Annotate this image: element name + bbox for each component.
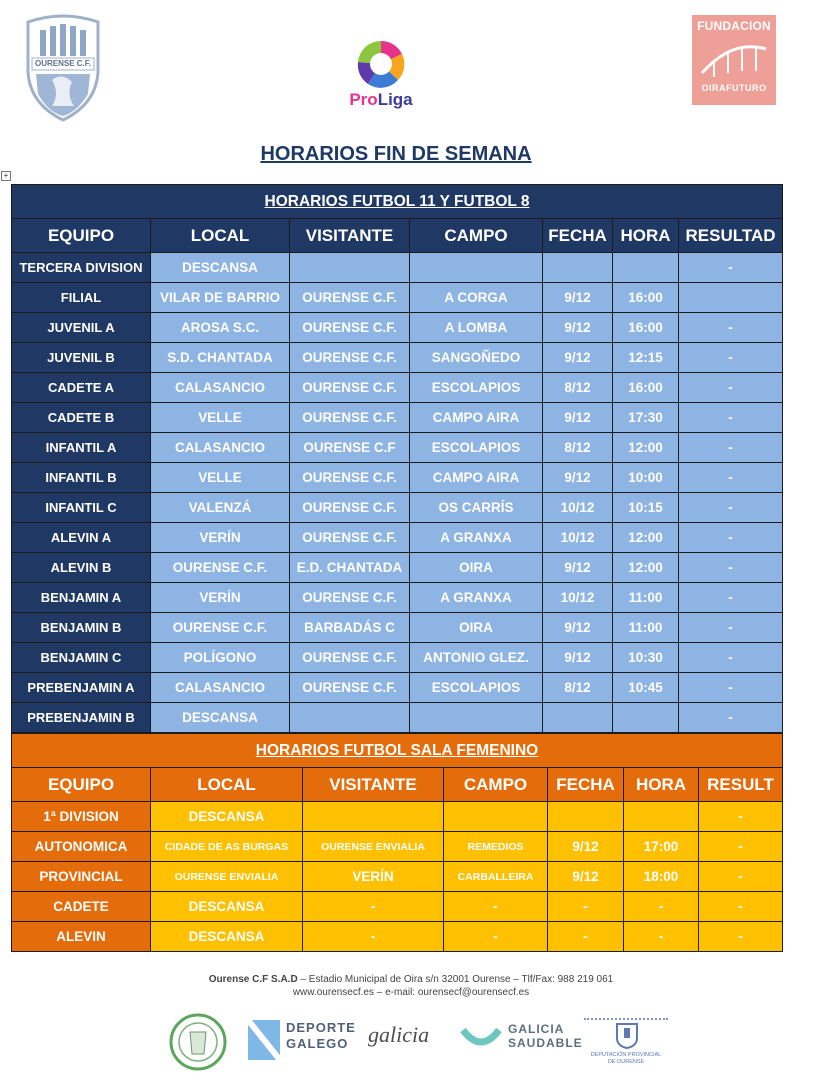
ourense-cf-crest-logo: [22, 14, 104, 122]
table-cell: DESCANSA: [151, 253, 290, 283]
footer-contact: www.ourensecf.es – e-mail: ourensecf@ourensecf.es: [292, 987, 530, 998]
table-cell: BARBADÁS C: [290, 613, 410, 643]
table-cell: 12:00: [613, 433, 679, 463]
table-row: [12, 922, 783, 952]
table-cell: -: [679, 703, 783, 733]
galicia-logo: galicia: [368, 1022, 430, 1047]
table-cell: -: [679, 673, 783, 703]
deporte-galego-logo: DEPORTE GALEGO: [246, 1012, 366, 1072]
table-cell: -: [679, 463, 783, 493]
team-cell: CADETE A: [12, 373, 151, 403]
table-cell: 17:30: [613, 403, 679, 433]
table-cell: ESCOLAPIOS: [410, 373, 543, 403]
column-header-resultad: RESULTAD: [679, 219, 783, 253]
table-cell: CALASANCIO: [151, 673, 290, 703]
table-cell: [679, 283, 783, 313]
column-header-visitante: VISITANTE: [290, 219, 410, 253]
table-cell: [543, 253, 613, 283]
team-cell: JUVENIL B: [12, 343, 151, 373]
column-header-visitante: VISITANTE: [303, 768, 444, 802]
team-cell: ALEVIN B: [12, 553, 151, 583]
table-cell: OURENSE C.F.: [290, 373, 410, 403]
table-cell: OURENSE C.F.: [290, 643, 410, 673]
table-cell: 12:15: [613, 343, 679, 373]
table-cell: [303, 802, 444, 832]
column-header-fecha: FECHA: [548, 768, 624, 802]
column-header-hora: HORA: [613, 219, 679, 253]
table-cell: -: [548, 892, 624, 922]
table-cell: 8/12: [543, 673, 613, 703]
table-row: [12, 463, 783, 493]
table-cell: -: [679, 373, 783, 403]
column-header-local: LOCAL: [151, 768, 303, 802]
table-cell: -: [548, 922, 624, 952]
table-cell: OURENSE C.F.: [290, 313, 410, 343]
table-cell: ESCOLAPIOS: [410, 433, 543, 463]
table-row: [12, 373, 783, 403]
table-cell: -: [679, 313, 783, 343]
galicia-saudable-logo: GALICIA SAUDABLE: [460, 1012, 580, 1072]
column-header-campo: CAMPO: [444, 768, 548, 802]
table-cell: 16:00: [613, 373, 679, 403]
column-header-fecha: FECHA: [543, 219, 613, 253]
table-cell: -: [679, 253, 783, 283]
table-cell: [548, 802, 624, 832]
table-cell: 9/12: [543, 343, 613, 373]
table-cell: -: [699, 892, 783, 922]
table-cell: 9/12: [548, 862, 624, 892]
table-cell: -: [303, 922, 444, 952]
table-cell: 11:00: [613, 613, 679, 643]
table-cell: 8/12: [543, 373, 613, 403]
table-cell: 9/12: [543, 643, 613, 673]
table-cell: OURENSE C.F.: [290, 583, 410, 613]
futsal-women-schedule-table: [11, 733, 783, 952]
table-cell: OURENSE C.F.: [290, 283, 410, 313]
table-cell: 9/12: [543, 283, 613, 313]
table-row: [12, 343, 783, 373]
table-cell: CALASANCIO: [151, 433, 290, 463]
table-cell: CAMPO AIRA: [410, 463, 543, 493]
table-cell: 17:00: [624, 832, 699, 862]
table-cell: 9/12: [548, 832, 624, 862]
table-row: [12, 493, 783, 523]
team-cell: INFANTIL C: [12, 493, 151, 523]
table-cell: -: [679, 433, 783, 463]
team-cell: CADETE B: [12, 403, 151, 433]
fundacion-oira-futuro-logo: FUNDACION OIRAFUTURO: [692, 15, 776, 105]
column-header-equipo: EQUIPO: [12, 768, 151, 802]
table-cell: 9/12: [543, 313, 613, 343]
table-row: [12, 802, 783, 832]
table-cell: E.D. CHANTADA: [290, 553, 410, 583]
table-row: [12, 553, 783, 583]
deputacion-ourense-logo: DEPUTACIÓN PROVINCIAL DE OURENSE: [584, 1012, 668, 1072]
table-row: [12, 643, 783, 673]
table-cell: DESCANSA: [151, 922, 303, 952]
footer-address: Ourense C.F S.A.D – Estadio Municipal de Oira s/n 32001 Ourense – Tlf/Fax: 988 219 061: [208, 974, 614, 985]
table-cell: A GRANXA: [410, 583, 543, 613]
table-cell: -: [699, 802, 783, 832]
table-cell: [613, 703, 679, 733]
table-cell: OURENSE C.F.: [290, 343, 410, 373]
table-cell: DESCANSA: [151, 703, 290, 733]
table-cell: -: [679, 613, 783, 643]
table-cell: SANGOÑEDO: [410, 343, 543, 373]
table-row: [12, 832, 783, 862]
ourense-cf-crest-label: OURENSE C.F.: [34, 59, 91, 68]
team-cell: INFANTIL B: [12, 463, 151, 493]
table-cell: [444, 802, 548, 832]
table-cell: ANTONIO GLEZ.: [410, 643, 543, 673]
table-cell: -: [444, 892, 548, 922]
table-cell: 8/12: [543, 433, 613, 463]
team-cell: 1ª DIVISION: [12, 802, 151, 832]
table-row: [12, 403, 783, 433]
table-cell: 10:00: [613, 463, 679, 493]
table-cell: 9/12: [543, 553, 613, 583]
table-cell: -: [444, 922, 548, 952]
table-cell: OIRA: [410, 613, 543, 643]
table-row: [12, 313, 783, 343]
table-cell: 9/12: [543, 463, 613, 493]
team-cell: FILIAL: [12, 283, 151, 313]
table-cell: VALENZÁ: [151, 493, 290, 523]
team-cell: INFANTIL A: [12, 433, 151, 463]
column-header-equipo: EQUIPO: [12, 219, 151, 253]
column-header-campo: CAMPO: [410, 219, 543, 253]
table-cell: CAMPO AIRA: [410, 403, 543, 433]
table-row: [12, 673, 783, 703]
table-cell: -: [679, 583, 783, 613]
team-cell: PREBENJAMIN A: [12, 673, 151, 703]
table-cell: S.D. CHANTADA: [151, 343, 290, 373]
column-header-local: LOCAL: [151, 219, 290, 253]
table-cell: 10:30: [613, 643, 679, 673]
table-cell: OURENSE C.F.: [290, 463, 410, 493]
table-cell: ESCOLAPIOS: [410, 673, 543, 703]
table-cell: VELLE: [151, 463, 290, 493]
table-cell: OURENSE C.F.: [151, 613, 290, 643]
football-11-schedule-table: [11, 184, 783, 733]
table-cell: 12:00: [613, 553, 679, 583]
column-header-result: RESULT: [699, 768, 783, 802]
table-cell: -: [624, 922, 699, 952]
table-cell: CARBALLEIRA: [444, 862, 548, 892]
table-cell: 12:00: [613, 523, 679, 553]
table-cell: 9/12: [543, 403, 613, 433]
table-row: [12, 862, 783, 892]
table-cell: 10/12: [543, 583, 613, 613]
table-cell: VERÍN: [303, 862, 444, 892]
team-cell: CADETE: [12, 892, 151, 922]
table-cell: 10/12: [543, 523, 613, 553]
table-row: [12, 523, 783, 553]
team-cell: PROVINCIAL: [12, 862, 151, 892]
team-cell: BENJAMIN A: [12, 583, 151, 613]
section-title: HORARIOS FUTBOL 11 Y FUTBOL 8: [12, 185, 783, 219]
team-cell: JUVENIL A: [12, 313, 151, 343]
table-row: [12, 613, 783, 643]
table-cell: DESCANSA: [151, 892, 303, 922]
header-row: [12, 768, 783, 802]
table-cell: REMEDIOS: [444, 832, 548, 862]
table-cell: VELLE: [151, 403, 290, 433]
table-cell: -: [679, 493, 783, 523]
table-move-handle-icon[interactable]: +: [1, 171, 11, 181]
table-cell: OURENSE ENVIALIA: [303, 832, 444, 862]
table-cell: OIRA: [410, 553, 543, 583]
table-cell: -: [679, 523, 783, 553]
table-row: [12, 433, 783, 463]
concello-deportes-seal-logo: [160, 1012, 236, 1072]
table-cell: A LOMBA: [410, 313, 543, 343]
table-cell: VILAR DE BARRIO: [151, 283, 290, 313]
team-cell: ALEVIN: [12, 922, 151, 952]
column-header-hora: HORA: [624, 768, 699, 802]
table-cell: -: [679, 643, 783, 673]
table-cell: [624, 802, 699, 832]
table-row: [12, 253, 783, 283]
table-row: [12, 283, 783, 313]
table-cell: CIDADE DE AS BURGAS: [151, 832, 303, 862]
team-cell: AUTONOMICA: [12, 832, 151, 862]
table-cell: OURENSE C.F.: [290, 493, 410, 523]
table-cell: VERÍN: [151, 583, 290, 613]
table-cell: [410, 703, 543, 733]
table-cell: -: [624, 892, 699, 922]
table-cell: A CORGA: [410, 283, 543, 313]
table-cell: [613, 253, 679, 283]
team-cell: BENJAMIN B: [12, 613, 151, 643]
table-cell: -: [679, 403, 783, 433]
table-cell: OURENSE C.F.: [290, 403, 410, 433]
table-cell: OURENSE C.F.: [290, 523, 410, 553]
table-cell: OURENSE ENVIALIA: [151, 862, 303, 892]
table-cell: [410, 253, 543, 283]
table-cell: AROSA S.C.: [151, 313, 290, 343]
table-row: [12, 703, 783, 733]
table-cell: -: [303, 892, 444, 922]
table-cell: 16:00: [613, 283, 679, 313]
table-cell: -: [699, 832, 783, 862]
table-cell: [290, 703, 410, 733]
section-title: HORARIOS FUTBOL SALA FEMENINO: [12, 734, 783, 768]
table-cell: 18:00: [624, 862, 699, 892]
table-cell: [290, 253, 410, 283]
table-cell: POLÍGONO: [151, 643, 290, 673]
team-cell: TERCERA DIVISION: [12, 253, 151, 283]
table-cell: OS CARRÍS: [410, 493, 543, 523]
proliga-wordmark: ProLiga: [349, 90, 413, 109]
table-cell: -: [679, 343, 783, 373]
table-cell: 16:00: [613, 313, 679, 343]
table-cell: CALASANCIO: [151, 373, 290, 403]
table-cell: -: [699, 862, 783, 892]
page-title: HORARIOS FIN DE SEMANA: [260, 143, 532, 165]
table-cell: 10:45: [613, 673, 679, 703]
table-cell: OURENSE C.F.: [151, 553, 290, 583]
table-cell: 10:15: [613, 493, 679, 523]
table-cell: -: [699, 922, 783, 952]
table-cell: 9/12: [543, 613, 613, 643]
header-row: [12, 219, 783, 253]
table-cell: OURENSE C.F: [290, 433, 410, 463]
table-cell: DESCANSA: [151, 802, 303, 832]
table-row: [12, 892, 783, 922]
table-cell: A GRANXA: [410, 523, 543, 553]
table-row: [12, 583, 783, 613]
team-cell: ALEVIN A: [12, 523, 151, 553]
table-cell: OURENSE C.F.: [290, 673, 410, 703]
table-cell: 10/12: [543, 493, 613, 523]
table-cell: -: [679, 553, 783, 583]
team-cell: PREBENJAMIN B: [12, 703, 151, 733]
team-cell: BENJAMIN C: [12, 643, 151, 673]
table-cell: [543, 703, 613, 733]
table-cell: VERÍN: [151, 523, 290, 553]
table-cell: 11:00: [613, 583, 679, 613]
